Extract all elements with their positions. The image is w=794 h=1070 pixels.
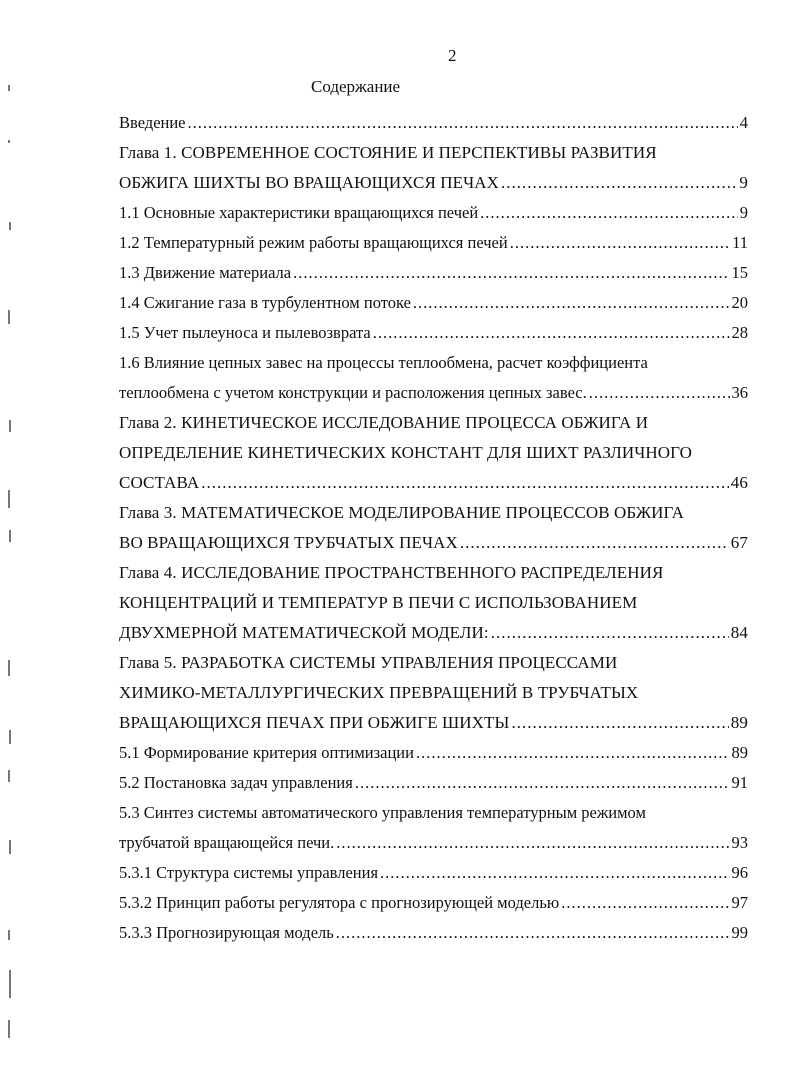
toc-entry-text: трубчатой вращающейся печи. <box>119 833 335 852</box>
toc-entry-page: 93 <box>731 833 748 852</box>
toc-entry-page: 46 <box>730 473 748 492</box>
dot-leader <box>336 918 730 948</box>
toc-entry <box>119 108 748 138</box>
toc-entry <box>119 498 748 528</box>
toc-entry-page: 20 <box>731 293 748 312</box>
toc-entry-page: 67 <box>730 533 748 552</box>
toc-entry-page: 97 <box>731 893 748 912</box>
dot-leader <box>491 618 729 648</box>
dot-leader <box>416 738 730 768</box>
dot-leader <box>188 108 738 138</box>
toc-entry-page: 15 <box>731 263 748 282</box>
toc-entry-page: 4 <box>739 113 748 132</box>
toc-entry-text: Глава 2. КИНЕТИЧЕСКОЕ ИССЛЕДОВАНИЕ ПРОЦЕССА ОБЖИГА И <box>119 413 649 432</box>
table-of-contents <box>119 108 748 948</box>
toc-entry-text: 1.5 Учет пылеуноса и пылевозврата <box>119 323 371 342</box>
dot-leader <box>511 708 728 738</box>
toc-entry-text: ОПРЕДЕЛЕНИЕ КИНЕТИЧЕСКИХ КОНСТАНТ ДЛЯ ШИХТ РАЗЛИЧНОГО <box>119 443 692 462</box>
dot-leader <box>336 828 729 858</box>
scan-margin-marks <box>0 0 20 1070</box>
toc-entry <box>119 798 748 828</box>
toc-entry-text: Глава 3. МАТЕМАТИЧЕСКОЕ МОДЕЛИРОВАНИЕ ПРОЦЕССОВ ОБЖИГА <box>119 503 684 522</box>
dot-leader <box>293 258 729 288</box>
toc-entry <box>119 858 748 888</box>
toc-entry-page: 96 <box>731 863 748 882</box>
toc-entry-text: 5.3 Синтез системы автоматического управления температурным режимом <box>119 803 646 822</box>
toc-entry <box>119 828 748 858</box>
toc-entry-text: Введение <box>119 113 186 132</box>
toc-entry <box>119 738 748 768</box>
toc-entry-page: 89 <box>731 743 748 762</box>
dot-leader <box>355 768 730 798</box>
toc-entry <box>119 378 748 408</box>
toc-entry-text: 1.4 Сжигание газа в турбулентном потоке <box>119 293 411 312</box>
toc-entry <box>119 918 748 948</box>
toc-entry-page: 36 <box>731 383 748 402</box>
toc-title: Содержание <box>311 77 401 96</box>
toc-entry-text: ВРАЩАЮЩИХСЯ ПЕЧАХ ПРИ ОБЖИГЕ ШИХТЫ <box>119 713 510 732</box>
dot-leader <box>201 468 729 498</box>
page-number: 2 <box>448 46 457 65</box>
toc-entry-page: 84 <box>730 623 748 642</box>
toc-entry <box>119 168 748 198</box>
toc-entry <box>119 408 748 438</box>
dot-leader <box>373 318 730 348</box>
toc-entry <box>119 888 748 918</box>
toc-entry-text: ОБЖИГА ШИХТЫ ВО ВРАЩАЮЩИХСЯ ПЕЧАХ <box>119 173 499 192</box>
toc-entry-text: теплообмена с учетом конструкции и расположения цепных завес. <box>119 383 587 402</box>
toc-entry <box>119 228 748 258</box>
dot-leader <box>589 378 730 408</box>
toc-entry-text: ВО ВРАЩАЮЩИХСЯ ТРУБЧАТЫХ ПЕЧАХ <box>119 533 458 552</box>
dot-leader <box>501 168 737 198</box>
toc-entry <box>119 138 748 168</box>
toc-entry-text: 5.3.2 Принцип работы регулятора с прогнозирующей моделью <box>119 893 560 912</box>
toc-entry-text: 1.6 Влияние цепных завес на процессы теплообмена, расчет коэффициента <box>119 353 648 372</box>
toc-entry-text: 5.3.3 Прогнозирующая модель <box>119 923 334 942</box>
toc-entry <box>119 648 748 678</box>
toc-entry <box>119 678 748 708</box>
toc-entry <box>119 558 748 588</box>
toc-entry-text: ХИМИКО-МЕТАЛЛУРГИЧЕСКИХ ПРЕВРАЩЕНИЙ В ТРУБЧАТЫХ <box>119 683 639 702</box>
toc-entry-page: 91 <box>731 773 748 792</box>
toc-entry-text: 5.2 Постановка задач управления <box>119 773 353 792</box>
dot-leader <box>460 528 729 558</box>
toc-entry-text: 1.1 Основные характеристики вращающихся печей <box>119 203 479 222</box>
dot-leader <box>510 228 730 258</box>
toc-entry <box>119 618 748 648</box>
toc-entry-text: ДВУХМЕРНОЙ МАТЕМАТИЧЕСКОЙ МОДЕЛИ: <box>119 623 489 642</box>
toc-entry-text: 5.3.1 Структура системы управления <box>119 863 379 882</box>
toc-entry <box>119 708 748 738</box>
toc-entry <box>119 348 748 378</box>
toc-entry <box>119 288 748 318</box>
toc-entry-page: 28 <box>731 323 748 342</box>
toc-entry <box>119 468 748 498</box>
toc-entry-page: 11 <box>732 233 748 252</box>
toc-entry-page: 99 <box>731 923 748 942</box>
toc-entry <box>119 528 748 558</box>
dot-leader <box>413 288 730 318</box>
toc-entry-page: 9 <box>739 173 748 192</box>
toc-entry <box>119 438 748 468</box>
toc-entry <box>119 258 748 288</box>
toc-entry-text: Глава 5. РАЗРАБОТКА СИСТЕМЫ УПРАВЛЕНИЯ ПРОЦЕССАМИ <box>119 653 618 672</box>
toc-entry-text: СОСТАВА <box>119 473 200 492</box>
toc-entry <box>119 768 748 798</box>
toc-entry <box>119 318 748 348</box>
toc-entry-text: КОНЦЕНТРАЦИЙ И ТЕМПЕРАТУР В ПЕЧИ С ИСПОЛЬЗОВАНИЕМ <box>119 593 638 612</box>
toc-entry-text: 5.1 Формирование критерия оптимизации <box>119 743 414 762</box>
dot-leader <box>480 198 738 228</box>
toc-entry-text: Глава 1. СОВРЕМЕННОЕ СОСТОЯНИЕ И ПЕРСПЕКТИВЫ РАЗВИТИЯ <box>119 143 657 162</box>
dot-leader <box>380 858 729 888</box>
toc-entry-page: 9 <box>739 203 748 222</box>
toc-entry-text: 1.3 Движение материала <box>119 263 292 282</box>
toc-entry-text: 1.2 Температурный режим работы вращающихся печей <box>119 233 508 252</box>
toc-entry-text: Глава 4. ИССЛЕДОВАНИЕ ПРОСТРАНСТВЕННОГО РАСПРЕДЕЛЕНИЯ <box>119 563 664 582</box>
dot-leader <box>561 888 729 918</box>
toc-entry-page: 89 <box>730 713 748 732</box>
toc-entry <box>119 198 748 228</box>
toc-entry <box>119 588 748 618</box>
